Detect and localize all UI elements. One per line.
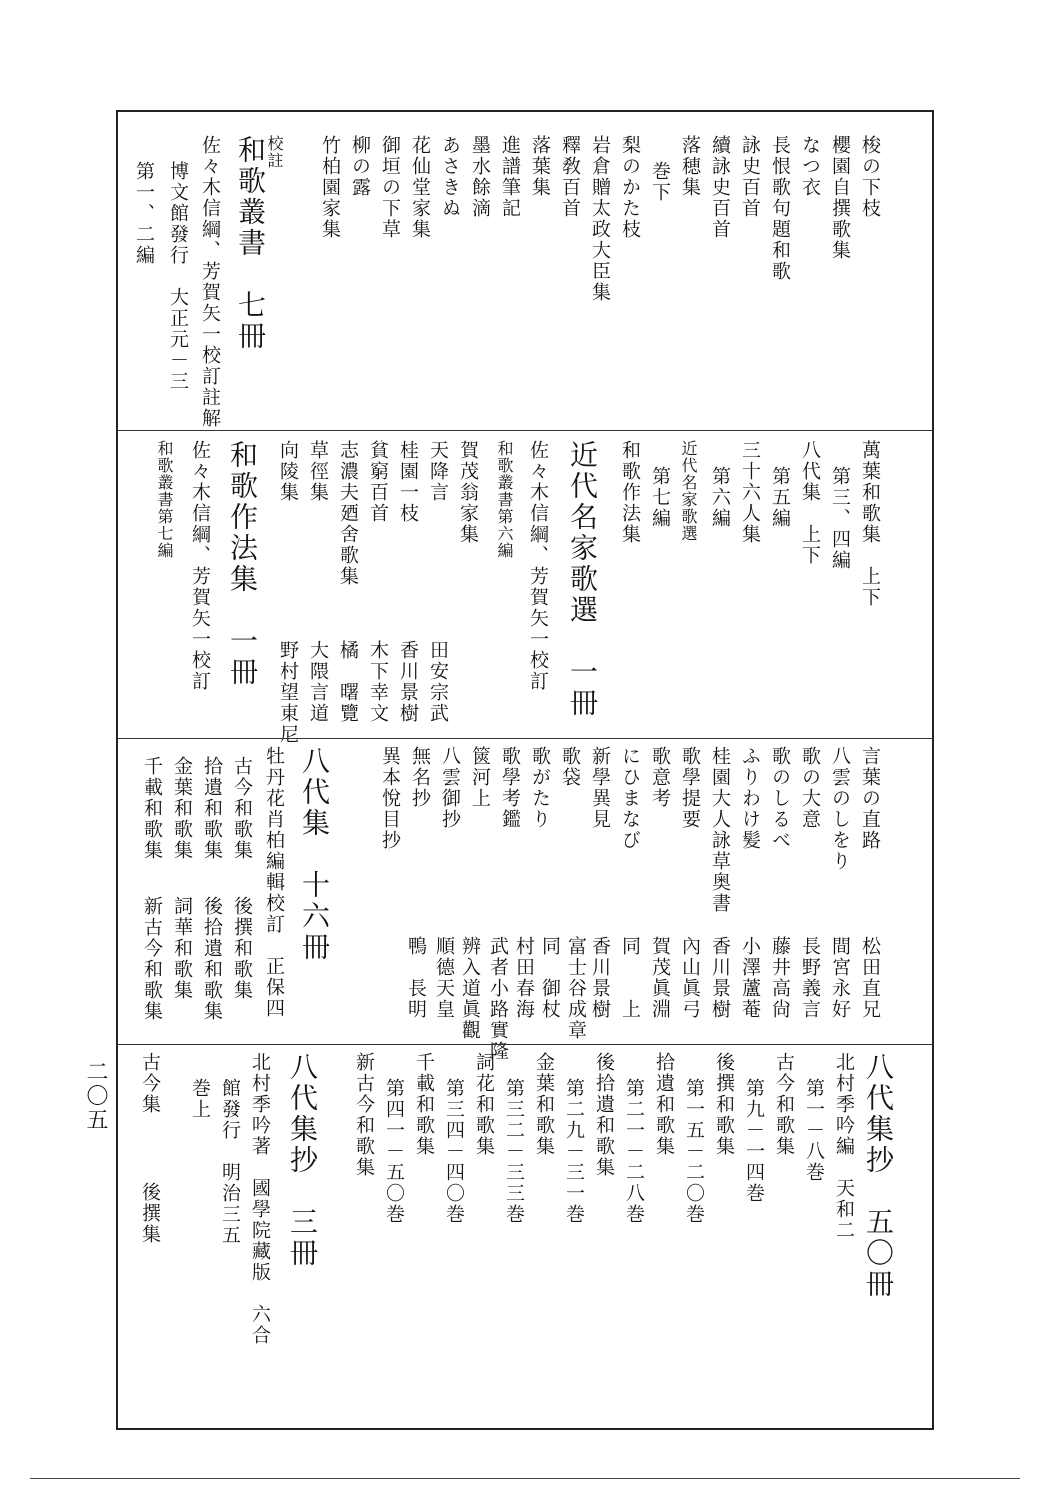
title-entry: 第二一－二八巻 <box>623 1078 645 1225</box>
title-entry: 歌の大意 <box>799 746 821 830</box>
tier-4-hachidaishusho <box>118 1052 932 1422</box>
title-entry: 近代名家歌選 一冊 <box>566 440 599 719</box>
title-entry: 和歌作法集 一冊 <box>226 440 259 688</box>
title-entry: 拾遺和歌集 <box>201 756 223 861</box>
series-entry: 博文館發行 大正元－三 <box>167 161 189 392</box>
title-entry: 後拾遺和歌集 <box>593 1052 615 1178</box>
author-entry: 富士谷成章 <box>565 936 587 1041</box>
title-entry: 新古今和歌集 <box>353 1052 375 1178</box>
title-entry: 千載和歌集 <box>141 756 163 861</box>
author-entry: 鴨 長明 <box>405 936 427 1020</box>
author-entry: 間宮永好 <box>829 936 851 1020</box>
title-entry: 新學異見 <box>589 746 611 830</box>
title-entry: 竹柏園家集 <box>319 135 341 240</box>
title-entry: ふりわけ髪 <box>739 746 761 851</box>
author-entry: 武者小路實隆 <box>487 936 509 1062</box>
title-entry: 第四一－五〇巻 <box>383 1078 405 1225</box>
title-entry: 柳の露 <box>349 135 371 198</box>
title-entry: 金葉和歌集 <box>171 756 193 861</box>
author-entry: 橘 曙覽 <box>337 640 359 724</box>
title-entry: 八代集抄 三冊 <box>286 1052 319 1269</box>
author-entry: 內山眞弓 <box>679 936 701 1020</box>
tier-divider-2 <box>118 738 932 739</box>
title-entry: 近代名家歌選 <box>679 440 698 542</box>
title-entry: 岩倉贈太政大臣集 <box>589 135 611 303</box>
title-entry: 落葉集 <box>529 135 551 198</box>
title-entry: にひまなび <box>619 746 641 851</box>
author-entry: 松田直兄 <box>859 936 881 1020</box>
author-entry: 大隈言道 <box>307 640 329 724</box>
title-entry: なつ衣 <box>799 135 821 198</box>
title-entry: 異本悅目抄 <box>379 746 401 851</box>
title-entry: 第九－一四巻 <box>743 1078 765 1204</box>
title-entry: 第三四－四〇巻 <box>443 1078 465 1225</box>
title-entry: 無名抄 <box>409 746 431 809</box>
author-entry: 辨入道眞觀 <box>459 936 481 1041</box>
author-entry: 小澤蘆菴 <box>739 936 761 1020</box>
title-entry: 梨のかた枝 <box>619 135 641 240</box>
title-entry: 八代集 上下 <box>799 440 821 566</box>
page-number: 二〇五 <box>83 1060 108 1132</box>
title-entry: 言葉の直路 <box>859 746 881 851</box>
author-entry: 野村望東尼 <box>277 640 299 745</box>
title-entry: 館發行 明治三五 <box>219 1078 241 1246</box>
title-entry: 三十六人集 <box>739 440 761 545</box>
title-entry: 墨水餘滴 <box>469 135 491 219</box>
title-entry: 歌袋 <box>559 746 581 788</box>
title-entry: 新古今和歌集 <box>141 896 163 1022</box>
title-entry: 第三、四編 <box>829 466 851 571</box>
title-entry: 和歌作法集 <box>619 440 641 545</box>
title-entry: 古今和歌集 <box>773 1052 795 1157</box>
author-entry: 香川景樹 <box>709 936 731 1020</box>
title-entry: 歌がたり <box>529 746 551 830</box>
title-entry: 後拾遺和歌集 <box>201 896 223 1022</box>
title-entry: 進譜筆記 <box>499 135 521 219</box>
title-entry: 篋河上 <box>469 746 491 809</box>
title-entry: 花仙堂家集 <box>409 135 431 240</box>
title-entry: 第六編 <box>709 466 731 529</box>
title-entry: 向陵集 <box>277 440 299 503</box>
title-entry: 後撰和歌集 <box>713 1052 735 1157</box>
title-entry: 桂園一枝 <box>397 440 419 524</box>
title-entry: 天降言 <box>427 440 449 503</box>
title-entry: 釋敎百首 <box>559 135 581 219</box>
title-entry: あさきぬ <box>439 135 461 219</box>
series-entry: 第一、二編 <box>133 161 155 266</box>
title-entry: 貧窮百首 <box>367 440 389 524</box>
title-entry: 第一－八巻 <box>803 1078 825 1183</box>
title-entry: 桂園大人詠草奥書 <box>709 746 731 914</box>
title-entry: 第三二－三三巻 <box>503 1078 525 1225</box>
title-entry: 詞華和歌集 <box>171 896 193 1001</box>
title-entry: 巻上 <box>189 1078 211 1120</box>
tier-divider-1 <box>118 430 932 431</box>
title-entry: 後撰和歌集 <box>231 896 253 1001</box>
author-entry: 同 御杖 <box>539 936 561 1020</box>
title-entry: 歌のしるべ <box>769 746 791 851</box>
title-entry: 歌意考 <box>649 746 671 809</box>
series-entry: 佐々木信綱、芳賀矢一校訂註解 <box>199 135 221 429</box>
title-entry: 第二九－三一巻 <box>563 1078 585 1225</box>
author-entry: 香川景樹 <box>589 936 611 1020</box>
title-entry: 詠史百首 <box>739 135 761 219</box>
title-entry: 賀茂翁家集 <box>457 440 479 545</box>
series-entry: 八代集 十六冊 <box>298 746 331 963</box>
author-entry: 香川景樹 <box>397 640 419 724</box>
title-entry: 佐々木信綱、芳賀矢一校訂 <box>189 440 211 692</box>
title-entry: 續詠史百首 <box>709 135 731 240</box>
title-entry: 巻下 <box>649 161 671 203</box>
title-entry: 草徑集 <box>307 440 329 503</box>
title-entry: 落穂集 <box>679 135 701 198</box>
title-entry: 八雲御抄 <box>439 746 461 830</box>
author-entry: 順德天皇 <box>433 936 455 1020</box>
title-entry: 櫻園自撰歌集 <box>829 135 851 261</box>
tier-divider-3 <box>118 1044 932 1045</box>
author-entry: 賀茂眞淵 <box>649 936 671 1020</box>
title-entry: 八雲のしをり <box>829 746 851 872</box>
series-entry: 和歌叢書 七冊 <box>234 135 267 352</box>
author-entry: 長野義言 <box>799 936 821 1020</box>
series-entry: 牡丹花肖柏編輯校訂 正保四 <box>263 746 285 1019</box>
title-entry: 第七編 <box>649 466 671 529</box>
title-entry: 北村季吟編 天和二 <box>833 1052 855 1241</box>
series-entry: 校註 <box>265 135 284 169</box>
title-entry: 歌學提要 <box>679 746 701 830</box>
title-entry: 萬葉和歌集 上下 <box>859 440 881 608</box>
bottom-rule <box>30 1478 1020 1479</box>
title-entry: 和歌叢書第七編 <box>155 440 174 559</box>
title-entry: 志濃夫廼舍歌集 <box>337 440 359 587</box>
author-entry: 村田春海 <box>513 936 535 1020</box>
author-entry: 木下幸文 <box>367 640 389 724</box>
title-entry: 長恨歌句題和歌 <box>769 135 791 282</box>
title-entry: 第一五－二〇巻 <box>683 1078 705 1225</box>
series-title: 八代集抄 五〇冊 <box>862 1052 895 1300</box>
tier-1-washo-series <box>118 135 932 435</box>
title-entry: 千載和歌集 <box>413 1052 435 1157</box>
title-entry: 金葉和歌集 <box>533 1052 555 1157</box>
tier-2-kindai-series <box>118 440 932 745</box>
title-entry: 後撰集 <box>139 1182 161 1245</box>
author-entry: 藤井高尙 <box>769 936 791 1020</box>
title-entry: 佐々木信綱、芳賀矢一校訂 <box>527 440 549 692</box>
author-entry: 田安宗武 <box>427 640 449 724</box>
title-entry: 第五編 <box>769 466 791 529</box>
author-entry: 同 上 <box>619 936 641 1020</box>
title-entry: 古今集 <box>139 1052 161 1115</box>
title-entry: 北村季吟著 國學院藏版 六合 <box>249 1052 271 1346</box>
title-entry: 詞花和歌集 <box>473 1052 495 1157</box>
title-entry: 拾遺和歌集 <box>653 1052 675 1157</box>
title-entry: 歌學考鑑 <box>499 746 521 830</box>
title-entry: 御垣の下草 <box>379 135 401 240</box>
title-entry: 和歌叢書第六編 <box>495 440 514 559</box>
title-entry: 梭の下枝 <box>859 135 881 219</box>
title-entry: 古今和歌集 <box>231 756 253 861</box>
tier-3-karon-list <box>118 746 932 1062</box>
